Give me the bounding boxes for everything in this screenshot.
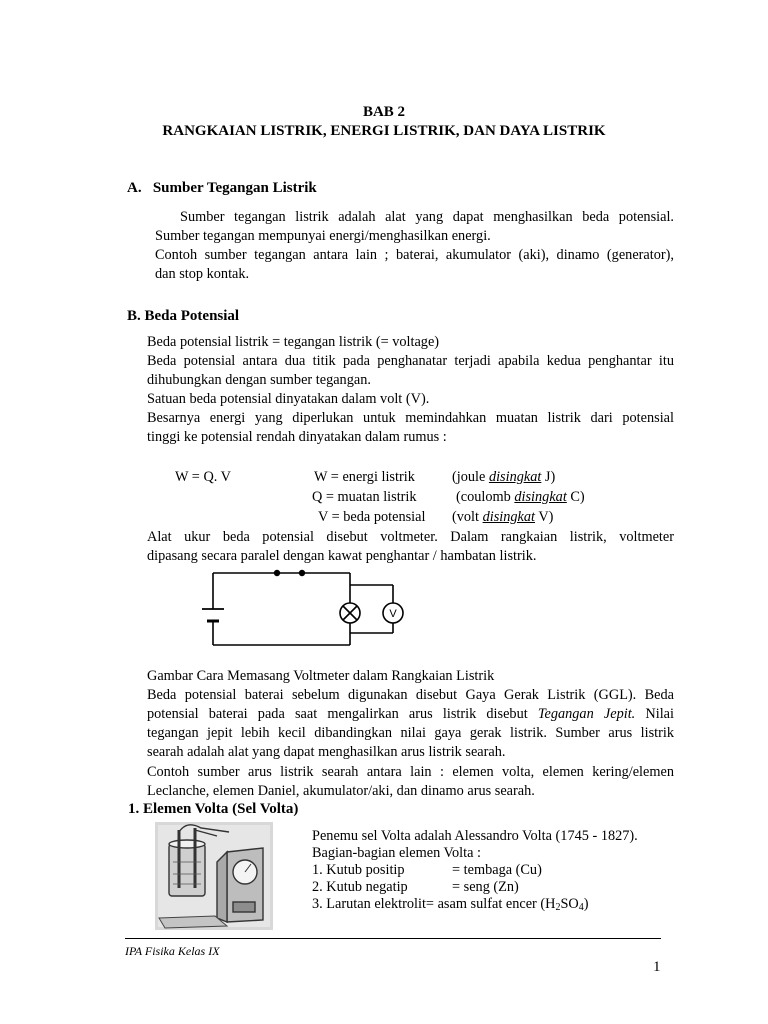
- def-q-post: C): [566, 489, 585, 505]
- part-2-label: 2. Kutub negatip: [312, 879, 408, 895]
- section-b-line-1: Beda potensial listrik = tegangan listrik (= voltage): [147, 334, 440, 350]
- line-10-pre: potensial baterai pada saat mengalirkan arus listrik disebut: [147, 706, 538, 722]
- section-b-line-2: Beda potensial antara dua titik pada penghanatar terjadi apabila kedua penghantar itu: [147, 353, 674, 369]
- voltmeter-circuit-diagram: [195, 565, 435, 655]
- section-a-p4: dan stop kontak.: [155, 266, 250, 282]
- part-3-sub-2: 2: [555, 902, 561, 913]
- section-b-line-4: Satuan beda potensial dinyatakan dalam volt (V).: [147, 391, 430, 407]
- def-v-post: V): [535, 509, 554, 525]
- def-w-symbol: W = energi listrik: [314, 469, 415, 485]
- section-a-p2: Sumber tegangan mempunyai energi/menghasilkan energi.: [155, 228, 491, 244]
- chapter-label: BAB 2: [362, 104, 406, 120]
- section-b-line-3: dihubungkan dengan sumber tegangan.: [147, 372, 371, 388]
- part-2-value: = seng (Zn): [452, 879, 519, 895]
- line-10-post: Nilai: [635, 706, 674, 722]
- part-3-post: ): [583, 896, 589, 912]
- section-b-line-5: Besarnya energi yang diperlukan untuk memindahkan muatan listrik dari potensial: [147, 410, 674, 426]
- def-w-unit: [452, 467, 555, 487]
- section-b-line-10: [147, 704, 674, 724]
- section-b-heading: B. Beda Potensial: [127, 308, 240, 324]
- section-b-line-6: tinggi ke potensial rendah dinyatakan dalam rumus :: [147, 429, 447, 445]
- section-a-p1: Sumber tegangan listrik adalah alat yang dapat menghasilkan beda potensial.: [180, 209, 674, 225]
- section-a-p3: Contoh sumber tegangan antara lain ; baterai, akumulator (aki), dinamo (generator),: [155, 247, 674, 263]
- def-w-post: J): [541, 469, 556, 485]
- page-title: RANGKAIAN LISTRIK, ENERGI LISTRIK, DAN DAYA LISTRIK: [162, 123, 606, 139]
- def-q-unit: [456, 487, 585, 507]
- section-b-line-13: Contoh sumber arus listrik searah antara lain : elemen volta, elemen kering/elemen: [147, 764, 674, 780]
- section-1-heading: 1. Elemen Volta (Sel Volta): [128, 801, 299, 817]
- def-q-symbol: Q = muatan listrik: [312, 489, 417, 505]
- volta-cell-illustration: [155, 822, 273, 930]
- def-w-word: disingkat: [488, 469, 542, 485]
- part-3-mid: SO: [560, 896, 579, 912]
- section-b-line-8: dipasang secara paralel dengan kawat penghantar / hambatan listrik.: [147, 548, 537, 564]
- section-b-line-12: searah adalah alat yang dapat menghasilkan arus listrik searah.: [147, 744, 506, 760]
- part-3-sub-4: 4: [578, 902, 584, 913]
- def-q-word: disingkat: [514, 489, 567, 505]
- section-b-line-11: tegangan jepit lebih kecil dibandingkan nilai gaya gerak listrik. Sumber arus listrik: [147, 725, 674, 741]
- section-a-heading: A. Sumber Tegangan Listrik: [127, 180, 317, 196]
- def-v-unit: [452, 507, 553, 527]
- def-v-pre: (volt: [452, 509, 483, 525]
- section-b-line-14: Leclanche, elemen Daniel, akumulator/aki, dan dinamo arus searah.: [147, 783, 535, 799]
- part-3-pre: 3. Larutan elektrolit= asam sulfat encer (H: [312, 896, 556, 912]
- part-1-label: 1. Kutub positip: [312, 862, 405, 878]
- section-1-line-1: Penemu sel Volta adalah Alessandro Volta (1745 - 1827).: [312, 828, 638, 844]
- footer-label: IPA Fisika Kelas IX: [125, 944, 220, 958]
- section-1-line-2: Bagian-bagian elemen Volta :: [312, 845, 482, 861]
- def-v-word: disingkat: [482, 509, 535, 525]
- terminal-dot-right: [299, 570, 305, 576]
- page-number: 1: [653, 959, 661, 975]
- footer-divider: [125, 938, 661, 939]
- part-3-electrolyte: [312, 894, 589, 918]
- def-w-pre: (joule: [452, 469, 489, 485]
- section-b-line-7: Alat ukur beda potensial disebut voltmeter. Dalam rangkaian listrik, voltmeter: [147, 529, 674, 545]
- section-b-line-9: Beda potensial baterai sebelum digunakan disebut Gaya Gerak Listrik (GGL). Beda: [147, 687, 674, 703]
- def-v-symbol: V = beda potensial: [318, 509, 426, 525]
- figure-caption: Gambar Cara Memasang Voltmeter dalam Rangkaian Listrik: [147, 668, 495, 684]
- tegangan-jepit-term: Tegangan Jepit.: [537, 706, 636, 722]
- terminal-dot-left: [274, 570, 280, 576]
- formula: W = Q. V: [175, 469, 231, 485]
- voltmeter-symbol: V: [389, 608, 397, 620]
- def-q-pre: (coulomb: [456, 489, 515, 505]
- part-1-value: = tembaga (Cu): [452, 862, 542, 878]
